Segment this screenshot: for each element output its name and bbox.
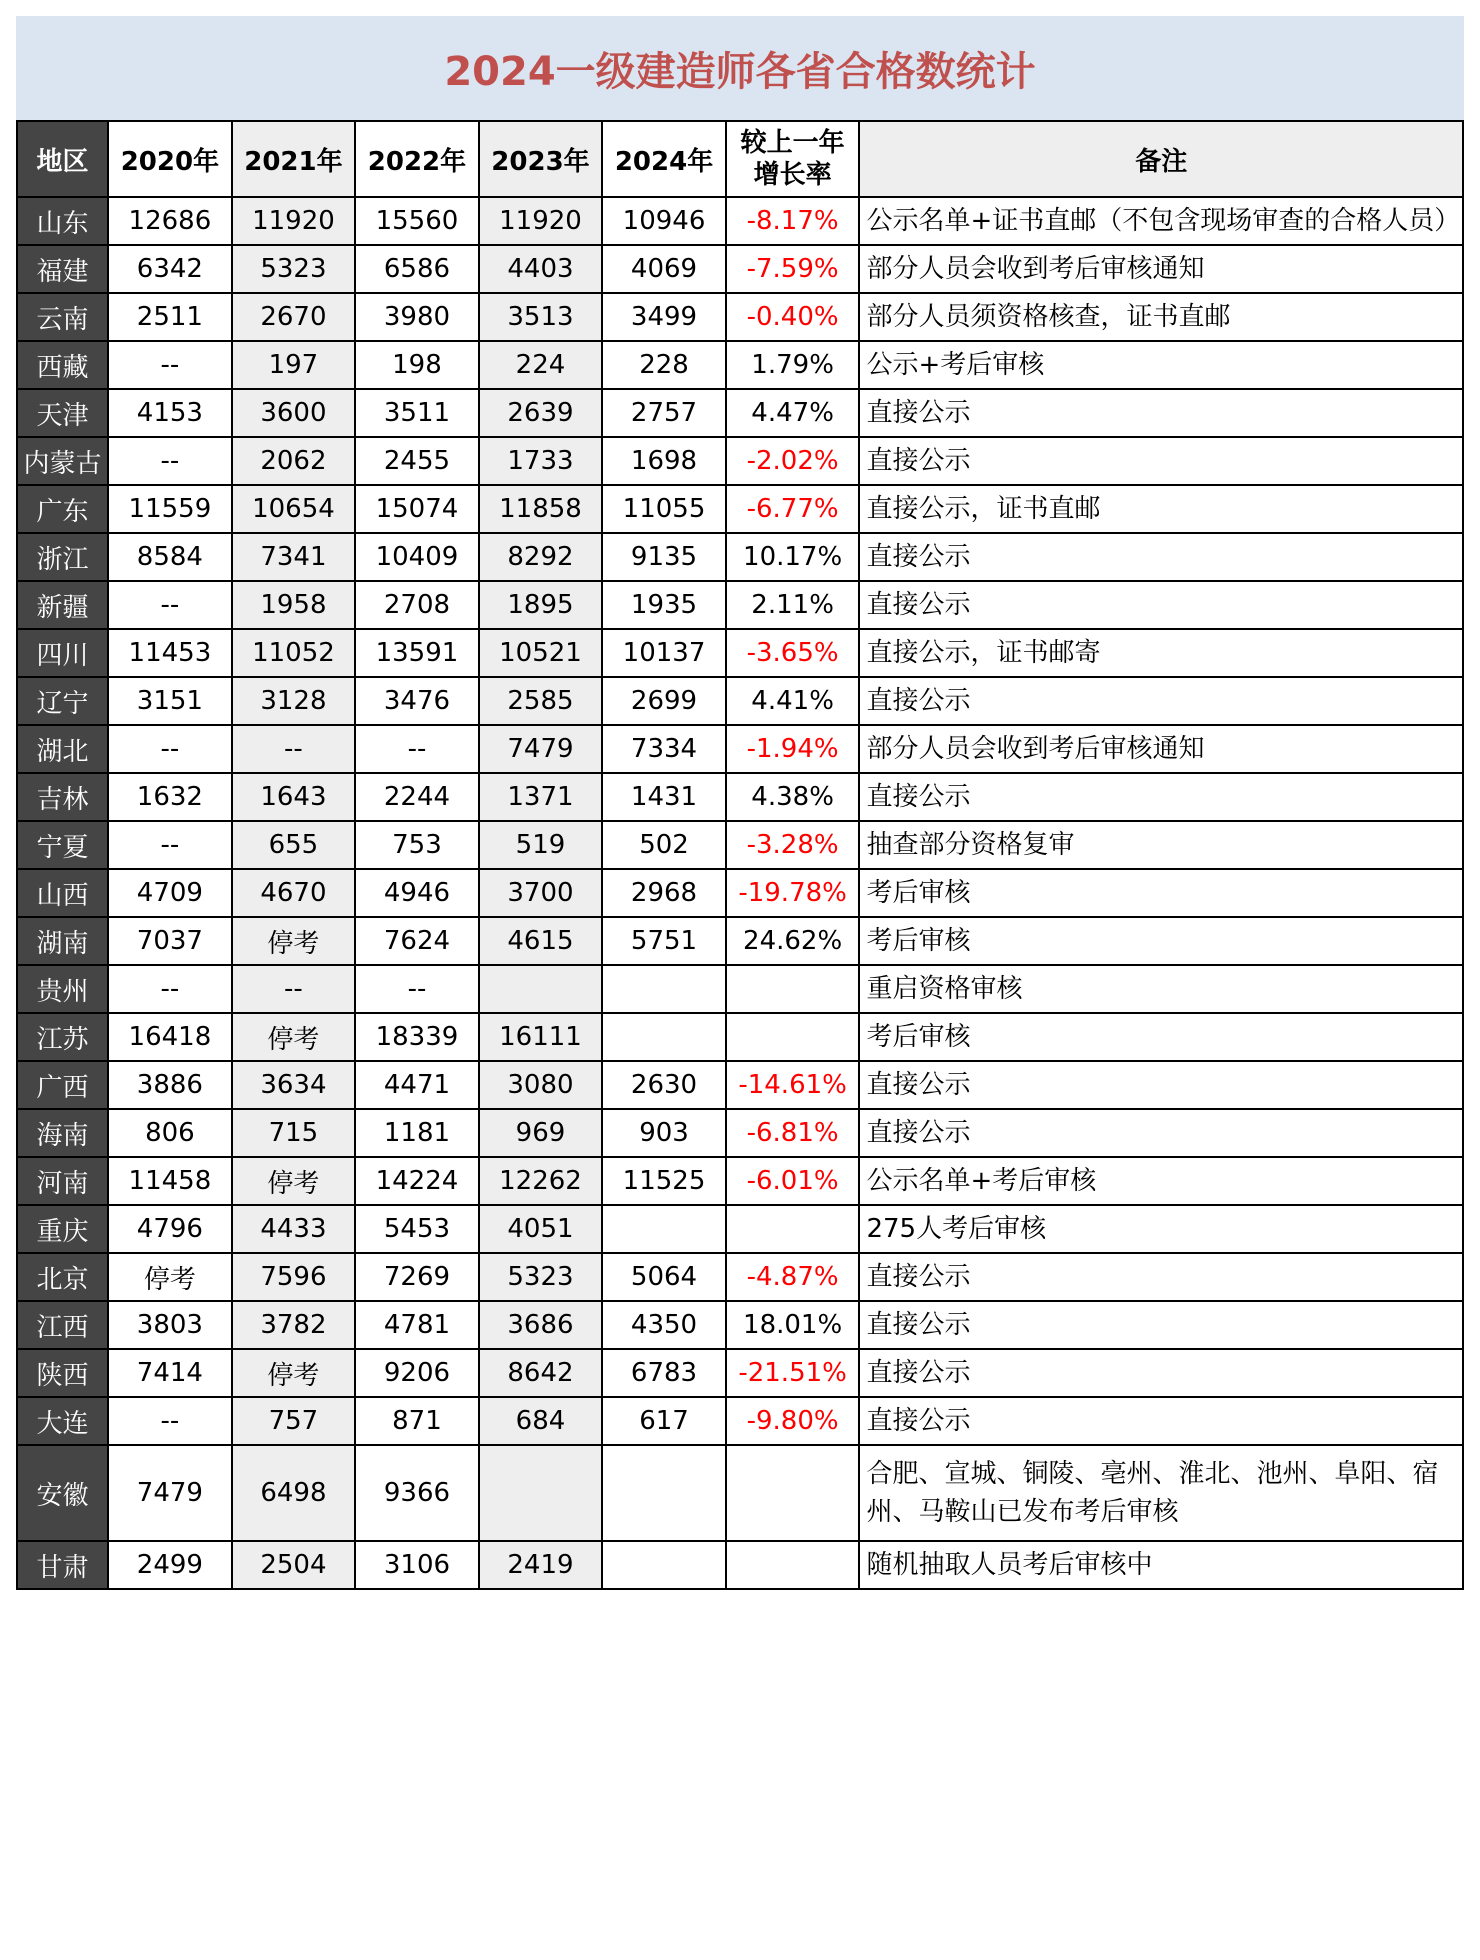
cell-growth-rate: 1.79% xyxy=(726,341,860,389)
cell-2021: 2504 xyxy=(232,1541,356,1589)
cell-region: 安徽 xyxy=(17,1445,108,1541)
cell-2024: 5751 xyxy=(602,917,726,965)
cell-note: 考后审核 xyxy=(859,917,1463,965)
title-bar xyxy=(16,16,1464,120)
cell-note: 随机抽取人员考后审核中 xyxy=(859,1541,1463,1589)
cell-2022: 4471 xyxy=(355,1061,479,1109)
table-row xyxy=(17,1205,1463,1253)
cell-2020: 11453 xyxy=(108,629,232,677)
cell-region: 吉林 xyxy=(17,773,108,821)
cell-note: 考后审核 xyxy=(859,1013,1463,1061)
table-row xyxy=(17,725,1463,773)
cell-2021: -- xyxy=(232,965,356,1013)
cell-2023: 519 xyxy=(479,821,603,869)
cell-2023: 4615 xyxy=(479,917,603,965)
table-row xyxy=(17,629,1463,677)
cell-region: 西藏 xyxy=(17,341,108,389)
cell-2021: 5323 xyxy=(232,245,356,293)
cell-2022: 198 xyxy=(355,341,479,389)
header-2022: 2022年 xyxy=(355,121,479,197)
cell-2024: 1431 xyxy=(602,773,726,821)
stats-sheet xyxy=(16,16,1464,1590)
cell-2021: 3128 xyxy=(232,677,356,725)
header-growth-line2: 增长率 xyxy=(753,160,832,190)
header-2020: 2020年 xyxy=(108,121,232,197)
cell-2020: 3151 xyxy=(108,677,232,725)
cell-2020: 2499 xyxy=(108,1541,232,1589)
cell-2020: 4153 xyxy=(108,389,232,437)
cell-note: 直接公示 xyxy=(859,389,1463,437)
cell-2023: 3513 xyxy=(479,293,603,341)
cell-note: 直接公示 xyxy=(859,1349,1463,1397)
cell-region: 山东 xyxy=(17,197,108,245)
cell-2022: 14224 xyxy=(355,1157,479,1205)
cell-note: 275人考后审核 xyxy=(859,1205,1463,1253)
cell-note: 部分人员会收到考后审核通知 xyxy=(859,245,1463,293)
cell-2024: 11525 xyxy=(602,1157,726,1205)
cell-2023: 1733 xyxy=(479,437,603,485)
table-row xyxy=(17,1253,1463,1301)
cell-region: 重庆 xyxy=(17,1205,108,1253)
cell-2021: 停考 xyxy=(232,1349,356,1397)
table-row xyxy=(17,1349,1463,1397)
cell-note: 考后审核 xyxy=(859,869,1463,917)
header-row xyxy=(17,121,1463,197)
cell-2022: -- xyxy=(355,725,479,773)
cell-2022: 15560 xyxy=(355,197,479,245)
cell-note: 直接公示 xyxy=(859,1061,1463,1109)
cell-growth-rate: 4.41% xyxy=(726,677,860,725)
cell-2024: 4350 xyxy=(602,1301,726,1349)
cell-2024 xyxy=(602,1205,726,1253)
cell-growth-rate: -7.59% xyxy=(726,245,860,293)
cell-2024: 6783 xyxy=(602,1349,726,1397)
cell-2021: 4670 xyxy=(232,869,356,917)
header-growth xyxy=(726,121,860,197)
header-2023: 2023年 xyxy=(479,121,603,197)
cell-note: 抽查部分资格复审 xyxy=(859,821,1463,869)
table-row xyxy=(17,389,1463,437)
cell-2024: 9135 xyxy=(602,533,726,581)
cell-note: 直接公示 xyxy=(859,533,1463,581)
cell-2022: 4946 xyxy=(355,869,479,917)
cell-2022: 5453 xyxy=(355,1205,479,1253)
table-row xyxy=(17,917,1463,965)
cell-2023 xyxy=(479,965,603,1013)
cell-2021: 197 xyxy=(232,341,356,389)
cell-2023: 11858 xyxy=(479,485,603,533)
cell-2024: 903 xyxy=(602,1109,726,1157)
cell-2021: 3634 xyxy=(232,1061,356,1109)
cell-growth-rate: -4.87% xyxy=(726,1253,860,1301)
cell-2023: 11920 xyxy=(479,197,603,245)
cell-2023: 5323 xyxy=(479,1253,603,1301)
cell-region: 海南 xyxy=(17,1109,108,1157)
cell-2022: 4781 xyxy=(355,1301,479,1349)
cell-2022: 9206 xyxy=(355,1349,479,1397)
cell-2020: 7414 xyxy=(108,1349,232,1397)
table-row xyxy=(17,581,1463,629)
cell-growth-rate: -1.94% xyxy=(726,725,860,773)
cell-2020: 4796 xyxy=(108,1205,232,1253)
cell-region: 广东 xyxy=(17,485,108,533)
cell-growth-rate: -6.01% xyxy=(726,1157,860,1205)
cell-2024: 2757 xyxy=(602,389,726,437)
table-row xyxy=(17,437,1463,485)
table-row xyxy=(17,293,1463,341)
cell-2021: 2670 xyxy=(232,293,356,341)
cell-2021: 2062 xyxy=(232,437,356,485)
cell-2020: 16418 xyxy=(108,1013,232,1061)
cell-note: 公示名单+证书直邮（不包含现场审查的合格人员） xyxy=(859,197,1463,245)
cell-2022: 6586 xyxy=(355,245,479,293)
cell-2024: 2699 xyxy=(602,677,726,725)
cell-2022: 1181 xyxy=(355,1109,479,1157)
cell-region: 新疆 xyxy=(17,581,108,629)
cell-growth-rate xyxy=(726,965,860,1013)
cell-2023: 1895 xyxy=(479,581,603,629)
cell-region: 四川 xyxy=(17,629,108,677)
header-2024: 2024年 xyxy=(602,121,726,197)
table-row xyxy=(17,533,1463,581)
cell-region: 江苏 xyxy=(17,1013,108,1061)
stats-table xyxy=(16,120,1464,1590)
cell-2023: 969 xyxy=(479,1109,603,1157)
cell-2023: 8292 xyxy=(479,533,603,581)
cell-note: 直接公示 xyxy=(859,581,1463,629)
cell-growth-rate: -14.61% xyxy=(726,1061,860,1109)
header-2021: 2021年 xyxy=(232,121,356,197)
cell-2022: -- xyxy=(355,965,479,1013)
cell-2024: 617 xyxy=(602,1397,726,1445)
cell-region: 内蒙古 xyxy=(17,437,108,485)
cell-2020: -- xyxy=(108,821,232,869)
cell-2023: 16111 xyxy=(479,1013,603,1061)
cell-2024 xyxy=(602,1541,726,1589)
cell-2023: 3080 xyxy=(479,1061,603,1109)
cell-2020: 4709 xyxy=(108,869,232,917)
cell-region: 宁夏 xyxy=(17,821,108,869)
cell-region: 江西 xyxy=(17,1301,108,1349)
table-row xyxy=(17,1445,1463,1541)
cell-note: 合肥、宣城、铜陵、亳州、淮北、池州、阜阳、宿州、马鞍山已发布考后审核 xyxy=(859,1445,1463,1541)
cell-note: 直接公示 xyxy=(859,773,1463,821)
table-row xyxy=(17,1013,1463,1061)
header-growth-line1: 较上一年 xyxy=(740,128,845,158)
cell-growth-rate: 10.17% xyxy=(726,533,860,581)
cell-2020: 7479 xyxy=(108,1445,232,1541)
cell-growth-rate xyxy=(726,1013,860,1061)
cell-2021: 757 xyxy=(232,1397,356,1445)
cell-growth-rate: -2.02% xyxy=(726,437,860,485)
cell-2024: 5064 xyxy=(602,1253,726,1301)
cell-2021: 4433 xyxy=(232,1205,356,1253)
cell-2021: 715 xyxy=(232,1109,356,1157)
header-region: 地区 xyxy=(17,121,108,197)
cell-2021: 11052 xyxy=(232,629,356,677)
cell-2022: 7269 xyxy=(355,1253,479,1301)
cell-2022: 7624 xyxy=(355,917,479,965)
cell-2024: 2630 xyxy=(602,1061,726,1109)
table-body xyxy=(17,197,1463,1589)
cell-2024: 1935 xyxy=(602,581,726,629)
page-title: 2024一级建造师各省合格数统计 xyxy=(444,48,1036,95)
cell-2022: 9366 xyxy=(355,1445,479,1541)
cell-2024 xyxy=(602,1445,726,1541)
cell-2020: 11458 xyxy=(108,1157,232,1205)
cell-2021: 停考 xyxy=(232,1157,356,1205)
cell-2022: 13591 xyxy=(355,629,479,677)
cell-2020: 11559 xyxy=(108,485,232,533)
cell-2020: -- xyxy=(108,1397,232,1445)
cell-2024: 7334 xyxy=(602,725,726,773)
cell-2021: 1958 xyxy=(232,581,356,629)
table-row xyxy=(17,869,1463,917)
table-row xyxy=(17,1109,1463,1157)
cell-2023: 7479 xyxy=(479,725,603,773)
cell-2021: 停考 xyxy=(232,1013,356,1061)
cell-2023: 2639 xyxy=(479,389,603,437)
table-row xyxy=(17,485,1463,533)
cell-growth-rate: 18.01% xyxy=(726,1301,860,1349)
cell-2024: 4069 xyxy=(602,245,726,293)
cell-growth-rate: 4.47% xyxy=(726,389,860,437)
cell-2024 xyxy=(602,1013,726,1061)
cell-2023: 4051 xyxy=(479,1205,603,1253)
cell-2021: 10654 xyxy=(232,485,356,533)
cell-region: 广西 xyxy=(17,1061,108,1109)
cell-growth-rate: -19.78% xyxy=(726,869,860,917)
cell-2021: 停考 xyxy=(232,917,356,965)
cell-2023: 2585 xyxy=(479,677,603,725)
cell-growth-rate: -3.28% xyxy=(726,821,860,869)
cell-region: 湖南 xyxy=(17,917,108,965)
cell-note: 直接公示 xyxy=(859,437,1463,485)
cell-2020: -- xyxy=(108,341,232,389)
cell-2021: 1643 xyxy=(232,773,356,821)
cell-2024: 3499 xyxy=(602,293,726,341)
cell-region: 贵州 xyxy=(17,965,108,1013)
cell-note: 直接公示，证书邮寄 xyxy=(859,629,1463,677)
cell-2021: 3782 xyxy=(232,1301,356,1349)
cell-2020: 8584 xyxy=(108,533,232,581)
cell-2021: 655 xyxy=(232,821,356,869)
cell-2022: 753 xyxy=(355,821,479,869)
table-row xyxy=(17,773,1463,821)
cell-2022: 871 xyxy=(355,1397,479,1445)
table-row xyxy=(17,245,1463,293)
cell-note: 部分人员会收到考后审核通知 xyxy=(859,725,1463,773)
cell-2020: -- xyxy=(108,965,232,1013)
cell-note: 直接公示 xyxy=(859,1253,1463,1301)
cell-2023: 3686 xyxy=(479,1301,603,1349)
cell-2023: 224 xyxy=(479,341,603,389)
cell-2022: 3511 xyxy=(355,389,479,437)
cell-note: 直接公示 xyxy=(859,1397,1463,1445)
table-row xyxy=(17,677,1463,725)
cell-2024: 1698 xyxy=(602,437,726,485)
table-row xyxy=(17,965,1463,1013)
table-row xyxy=(17,197,1463,245)
cell-growth-rate xyxy=(726,1445,860,1541)
cell-2023 xyxy=(479,1445,603,1541)
cell-2023: 8642 xyxy=(479,1349,603,1397)
cell-growth-rate: -21.51% xyxy=(726,1349,860,1397)
cell-note: 直接公示 xyxy=(859,1109,1463,1157)
cell-region: 云南 xyxy=(17,293,108,341)
cell-region: 陕西 xyxy=(17,1349,108,1397)
table-row xyxy=(17,1397,1463,1445)
cell-2020: 停考 xyxy=(108,1253,232,1301)
cell-region: 湖北 xyxy=(17,725,108,773)
cell-region: 大连 xyxy=(17,1397,108,1445)
cell-2020: 12686 xyxy=(108,197,232,245)
cell-note: 直接公示，证书直邮 xyxy=(859,485,1463,533)
cell-growth-rate xyxy=(726,1541,860,1589)
cell-2024: 502 xyxy=(602,821,726,869)
cell-2023: 2419 xyxy=(479,1541,603,1589)
cell-note: 公示+考后审核 xyxy=(859,341,1463,389)
cell-region: 辽宁 xyxy=(17,677,108,725)
cell-region: 天津 xyxy=(17,389,108,437)
cell-region: 福建 xyxy=(17,245,108,293)
cell-2020: 2511 xyxy=(108,293,232,341)
table-row xyxy=(17,1541,1463,1589)
cell-note: 部分人员须资格核查，证书直邮 xyxy=(859,293,1463,341)
cell-growth-rate: -8.17% xyxy=(726,197,860,245)
cell-growth-rate: -6.77% xyxy=(726,485,860,533)
cell-2024: 10946 xyxy=(602,197,726,245)
cell-2020: 6342 xyxy=(108,245,232,293)
cell-2024: 11055 xyxy=(602,485,726,533)
cell-2021: 7596 xyxy=(232,1253,356,1301)
cell-2020: -- xyxy=(108,725,232,773)
cell-2020: -- xyxy=(108,437,232,485)
cell-2020: 3886 xyxy=(108,1061,232,1109)
cell-2022: 18339 xyxy=(355,1013,479,1061)
cell-2020: -- xyxy=(108,581,232,629)
cell-2020: 806 xyxy=(108,1109,232,1157)
cell-region: 北京 xyxy=(17,1253,108,1301)
cell-2022: 2455 xyxy=(355,437,479,485)
table-row xyxy=(17,1301,1463,1349)
cell-2024: 2968 xyxy=(602,869,726,917)
cell-2020: 3803 xyxy=(108,1301,232,1349)
cell-2022: 3980 xyxy=(355,293,479,341)
cell-2022: 2708 xyxy=(355,581,479,629)
cell-region: 甘肃 xyxy=(17,1541,108,1589)
table-row xyxy=(17,1061,1463,1109)
cell-growth-rate: -0.40% xyxy=(726,293,860,341)
cell-2021: 6498 xyxy=(232,1445,356,1541)
table-row xyxy=(17,1157,1463,1205)
cell-2021: 3600 xyxy=(232,389,356,437)
cell-2021: 11920 xyxy=(232,197,356,245)
cell-region: 河南 xyxy=(17,1157,108,1205)
cell-region: 山西 xyxy=(17,869,108,917)
cell-growth-rate: 2.11% xyxy=(726,581,860,629)
cell-2023: 3700 xyxy=(479,869,603,917)
cell-note: 直接公示 xyxy=(859,1301,1463,1349)
cell-2020: 1632 xyxy=(108,773,232,821)
cell-2023: 684 xyxy=(479,1397,603,1445)
cell-2020: 7037 xyxy=(108,917,232,965)
cell-growth-rate: 24.62% xyxy=(726,917,860,965)
cell-2022: 15074 xyxy=(355,485,479,533)
cell-2024: 228 xyxy=(602,341,726,389)
cell-2022: 2244 xyxy=(355,773,479,821)
cell-2023: 1371 xyxy=(479,773,603,821)
cell-2024 xyxy=(602,965,726,1013)
table-row xyxy=(17,821,1463,869)
cell-2021: 7341 xyxy=(232,533,356,581)
cell-growth-rate: 4.38% xyxy=(726,773,860,821)
cell-2022: 3476 xyxy=(355,677,479,725)
cell-growth-rate: -9.80% xyxy=(726,1397,860,1445)
cell-2021: -- xyxy=(232,725,356,773)
cell-note: 公示名单+考后审核 xyxy=(859,1157,1463,1205)
cell-2023: 12262 xyxy=(479,1157,603,1205)
table-row xyxy=(17,341,1463,389)
cell-2022: 3106 xyxy=(355,1541,479,1589)
cell-region: 浙江 xyxy=(17,533,108,581)
cell-2024: 10137 xyxy=(602,629,726,677)
cell-2022: 10409 xyxy=(355,533,479,581)
cell-growth-rate: -6.81% xyxy=(726,1109,860,1157)
header-note: 备注 xyxy=(859,121,1463,197)
cell-note: 重启资格审核 xyxy=(859,965,1463,1013)
cell-2023: 10521 xyxy=(479,629,603,677)
cell-growth-rate xyxy=(726,1205,860,1253)
cell-2023: 4403 xyxy=(479,245,603,293)
cell-growth-rate: -3.65% xyxy=(726,629,860,677)
cell-note: 直接公示 xyxy=(859,677,1463,725)
